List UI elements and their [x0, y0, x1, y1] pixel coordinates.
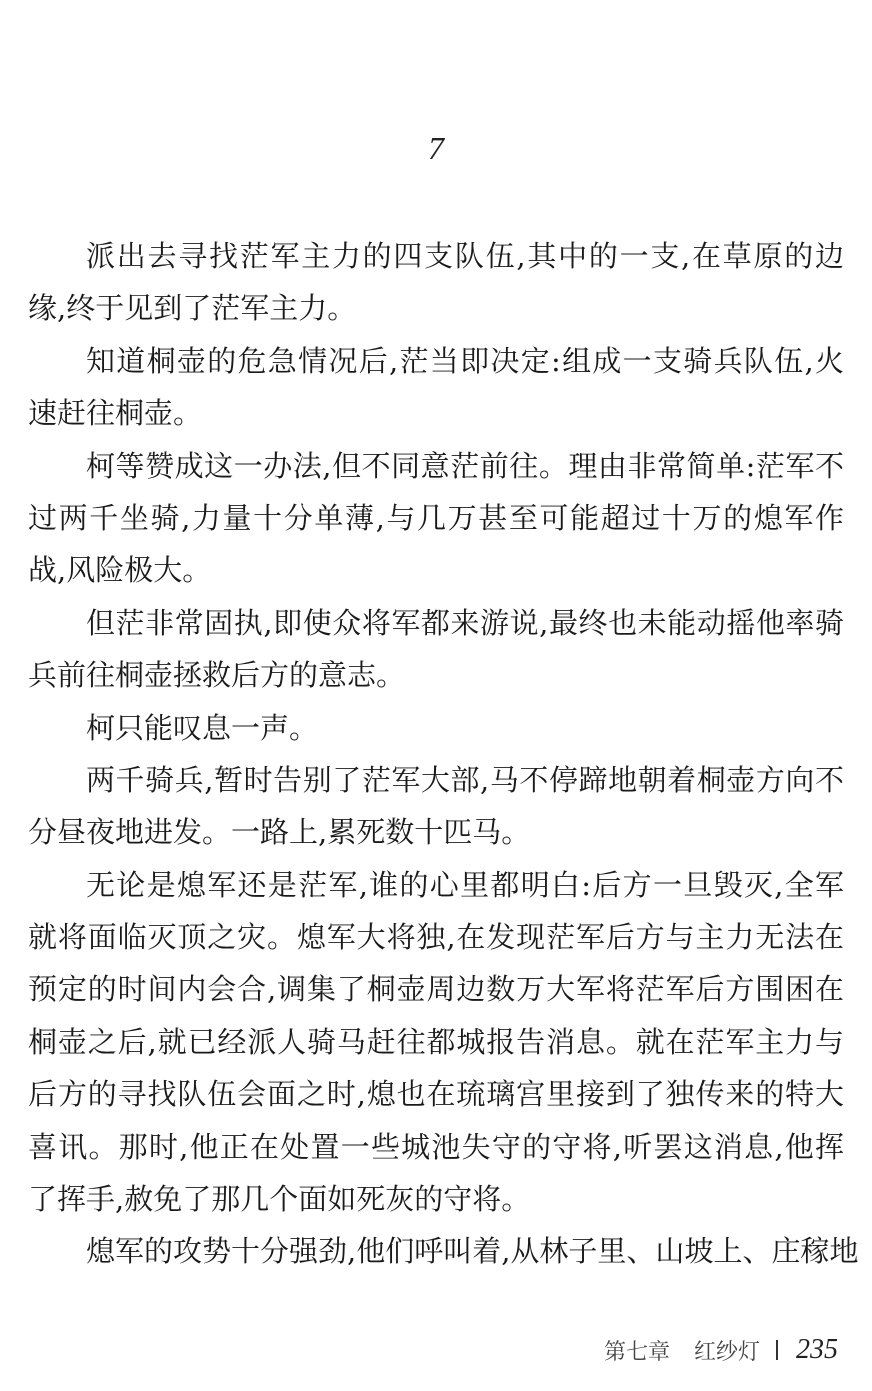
text-line: 就将面临灭顶之灾。熄军大将独,在发现茫军后方与主力无法在: [28, 920, 844, 955]
text-line: 喜讯。那时,他正在处置一些城池失守的守将,听罢这消息,他挥: [28, 1129, 844, 1164]
text-line: 无论是熄军还是茫军,谁的心里都明白:后方一旦毁灭,全军: [86, 867, 844, 902]
text-line: 派出去寻找茫军主力的四支队伍,其中的一支,在草原的边: [86, 239, 844, 273]
text-line: 后方的寻找队伍会面之时,熄也在琉璃宫里接到了独传来的特大: [28, 1077, 844, 1112]
text-line: 缘,终于见到了茫军主力。: [28, 291, 357, 326]
section-number: 7: [428, 130, 444, 166]
text-line: 柯只能叹息一声。: [86, 710, 319, 745]
text-line: 柯等赞成这一办法,但不同意茫前往。理由非常简单:茫军不: [86, 448, 844, 483]
text-line: 两千骑兵,暂时告别了茫军大部,马不停蹄地朝着桐壶方向不: [86, 762, 844, 797]
text-line: 战,风险极大。: [28, 553, 212, 588]
text-line: 知道桐壶的危急情况后,茫当即决定:组成一支骑兵队伍,火: [86, 343, 844, 378]
text-line: 速赶往桐壶。: [28, 396, 203, 431]
chapter-title: 红纱灯: [693, 1339, 760, 1365]
footer-divider: [776, 1340, 778, 1360]
text-line: 桐壶之后,就已经派人骑马赶往都城报告消息。就在茫军主力与: [28, 1024, 844, 1059]
text-line: 兵前往桐壶拯救后方的意志。: [28, 658, 406, 693]
text-line: 但茫非常固执,即使众将军都来游说,最终也未能动摇他率骑: [86, 605, 844, 640]
text-line: 预定的时间内会合,调集了桐壶周边数万大军将茫军后方围困在: [28, 972, 844, 1007]
text-line: 熄军的攻势十分强劲,他们呼叫着,从林子里、山坡上、庄稼地: [86, 1234, 859, 1269]
body-text: [28, 230, 859, 1278]
text-line: 了挥手,赦免了那几个面如死灰的守将。: [28, 1182, 531, 1217]
page-number: 235: [796, 1334, 838, 1365]
text-line: 分昼夜地进发。一路上,累死数十匹马。: [28, 815, 531, 850]
page-footer: [604, 1330, 838, 1370]
chapter-label: 第七章: [603, 1339, 670, 1365]
text-line: 过两千坐骑,力量十分单薄,与几万甚至可能超过十万的熄军作: [28, 500, 844, 535]
